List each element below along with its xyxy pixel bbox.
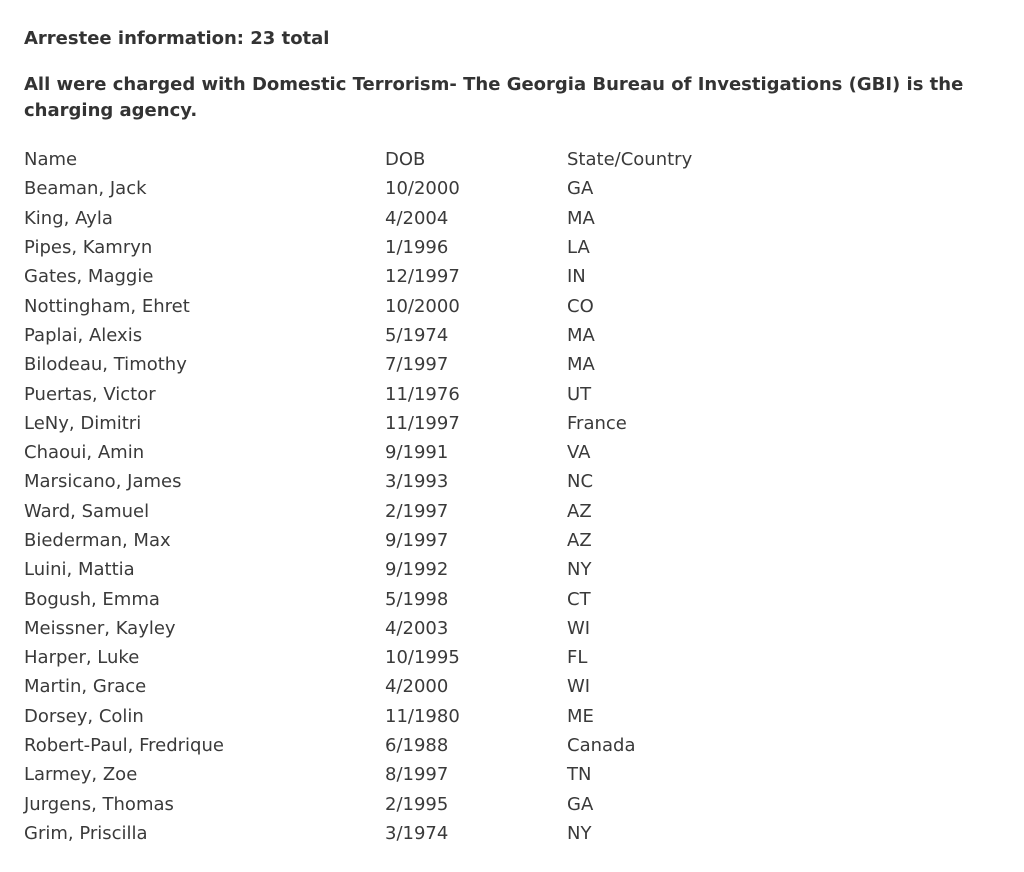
cell-name: Dorsey, Colin	[24, 705, 144, 727]
cell-state-country: GA	[567, 178, 594, 200]
cell-dob: 12/1997	[385, 266, 460, 288]
cell-state-country: TN	[567, 764, 592, 786]
cell-name: Beaman, Jack	[24, 178, 147, 200]
table-row	[24, 731, 867, 760]
cell-dob: 5/1998	[385, 588, 449, 610]
cell-state-country: LA	[567, 237, 590, 259]
table-row	[24, 350, 867, 379]
cell-name: Harper, Luke	[24, 647, 140, 669]
table-row	[24, 614, 867, 643]
cell-dob: 3/1974	[385, 822, 449, 844]
table-row	[24, 262, 867, 291]
table-header-row	[24, 145, 867, 174]
cell-dob: 11/1980	[385, 705, 460, 727]
table-row	[24, 409, 867, 438]
table-row	[24, 584, 867, 613]
cell-state-country: NC	[567, 471, 594, 493]
cell-dob: 4/2004	[385, 207, 449, 229]
cell-dob: 10/2000	[385, 178, 460, 200]
cell-dob: 9/1991	[385, 442, 449, 464]
cell-name: Biederman, Max	[24, 530, 171, 551]
cell-dob: 2/1997	[385, 500, 449, 522]
table-row	[24, 467, 867, 496]
cell-name: Robert-Paul, Fredrique	[24, 735, 224, 757]
table-row	[24, 760, 867, 789]
cell-name: Ward, Samuel	[24, 500, 150, 522]
cell-name: King, Ayla	[24, 207, 113, 229]
cell-state-country: MA	[567, 207, 595, 229]
cell-name: Bilodeau, Timothy	[24, 354, 187, 376]
cell-state-country: ME	[567, 705, 594, 727]
article-content	[24, 26, 994, 848]
table-row	[24, 819, 867, 848]
arrestee-table-body	[24, 174, 867, 848]
column-header-state-country: State/Country	[567, 149, 693, 171]
cell-state-country: GA	[567, 793, 594, 815]
table-row	[24, 321, 867, 350]
table-row	[24, 204, 867, 233]
cell-dob: 9/1997	[385, 530, 449, 551]
cell-state-country: WI	[567, 617, 591, 639]
cell-name: Jurgens, Thomas	[24, 793, 174, 815]
cell-name: Larmey, Zoe	[24, 764, 138, 786]
cell-name: Chaoui, Amin	[24, 442, 145, 464]
cell-dob: 10/2000	[385, 295, 460, 317]
cell-state-country: CT	[567, 588, 591, 610]
table-row	[24, 438, 867, 467]
cell-state-country: FL	[567, 647, 588, 669]
cell-name: Meissner, Kayley	[24, 617, 176, 639]
cell-name: LeNy, Dimitri	[24, 412, 142, 434]
cell-dob: 5/1974	[385, 324, 449, 346]
cell-state-country: WI	[567, 676, 591, 698]
cell-state-country: NY	[567, 559, 592, 581]
cell-name: Grim, Priscilla	[24, 822, 148, 844]
cell-dob: 7/1997	[385, 354, 449, 376]
table-row	[24, 174, 867, 203]
cell-dob: 6/1988	[385, 735, 449, 757]
cell-name: Paplai, Alexis	[24, 324, 143, 346]
table-row	[24, 497, 867, 526]
arrestee-table	[24, 145, 867, 848]
cell-state-country: NY	[567, 822, 592, 844]
cell-state-country: MA	[567, 354, 595, 376]
cell-dob: 8/1997	[385, 764, 449, 786]
charge-statement: All were charged with Domestic Terrorism- The Georgia Bureau of Investigations (GBI) is the charging agency.	[24, 74, 964, 121]
table-row	[24, 379, 867, 408]
cell-name: Marsicano, James	[24, 471, 182, 493]
cell-state-country: IN	[567, 266, 586, 288]
cell-dob: 4/2003	[385, 617, 449, 639]
table-row	[24, 790, 867, 819]
cell-dob: 11/1976	[385, 383, 460, 405]
cell-dob: 4/2000	[385, 676, 449, 698]
cell-dob: 9/1992	[385, 559, 449, 581]
cell-state-country: AZ	[567, 500, 592, 522]
cell-dob: 10/1995	[385, 647, 460, 669]
table-row	[24, 233, 867, 262]
cell-state-country: UT	[567, 383, 592, 405]
table-row	[24, 643, 867, 672]
cell-state-country: MA	[567, 324, 595, 346]
table-row	[24, 555, 867, 584]
cell-name: Bogush, Emma	[24, 588, 160, 610]
table-row	[24, 702, 867, 731]
cell-state-country: AZ	[567, 530, 592, 551]
cell-dob: 1/1996	[385, 237, 449, 259]
cell-state-country: CO	[567, 295, 594, 317]
cell-dob: 11/1997	[385, 412, 460, 434]
cell-name: Pipes, Kamryn	[24, 237, 153, 259]
table-row	[24, 672, 867, 701]
cell-name: Martin, Grace	[24, 676, 147, 698]
table-row	[24, 526, 867, 555]
cell-name: Nottingham, Ehret	[24, 295, 190, 317]
cell-state-country: VA	[567, 442, 591, 464]
cell-state-country: Canada	[567, 735, 636, 757]
table-row	[24, 291, 867, 320]
cell-dob: 2/1995	[385, 793, 449, 815]
cell-name: Puertas, Victor	[24, 383, 156, 405]
cell-state-country: France	[567, 412, 627, 434]
column-header-name: Name	[24, 149, 78, 171]
cell-name: Gates, Maggie	[24, 266, 154, 288]
column-header-dob: DOB	[385, 149, 426, 171]
cell-name: Luini, Mattia	[24, 559, 135, 581]
arrestee-heading: Arrestee information: 23 total	[24, 28, 330, 49]
cell-dob: 3/1993	[385, 471, 449, 493]
